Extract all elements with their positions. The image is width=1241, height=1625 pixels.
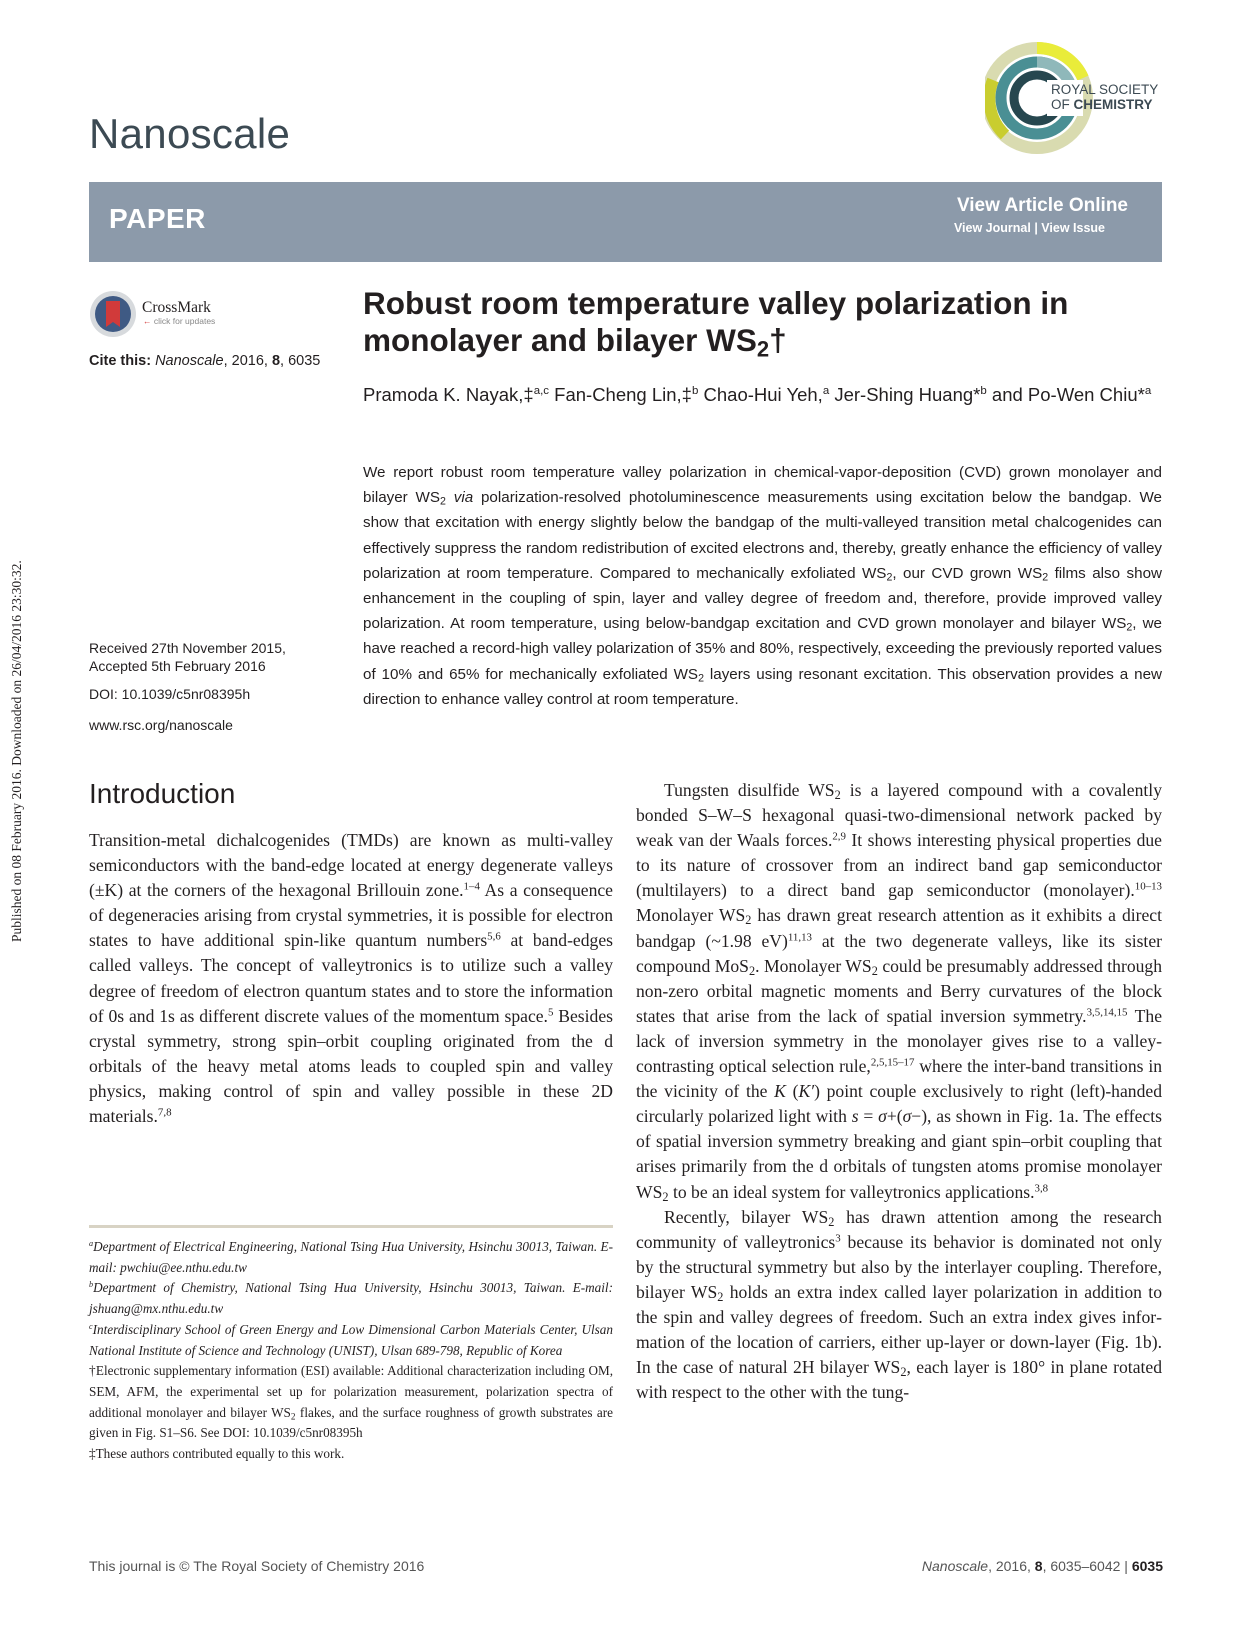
footer-copyright: This journal is © The Royal Society of Chemistry 2016 [89,1558,425,1574]
cite-label: Cite this: [89,353,152,369]
author-affiliation: b [980,385,987,398]
author-list [363,383,1153,407]
intro-paragraph-1 [89,828,613,1129]
abstract-text: , our CVD grown WS [892,564,1043,582]
author-separator: and [986,384,1028,405]
accepted-date: Accepted 5th February 2016 [89,658,266,674]
body-text: , each layer is 180° in plane rotated with respect to the other with the tung- [636,1357,1162,1403]
cite-volume: 8 [271,353,281,369]
subscript: 2 [871,963,878,978]
body-text: to be an ideal system for valleytronics applications. [668,1181,1035,1202]
cite-page: , 6035 [280,353,321,369]
author-name: Jer-Shing Huang* [834,384,981,405]
subscript: 2 [900,1365,907,1380]
math-symbol: s [851,1106,859,1127]
article-dates [89,639,286,675]
footnote-affiliation-b [89,1278,613,1319]
right-paragraph-2 [636,1205,1162,1406]
page-number: 6035 [1131,1558,1163,1574]
subscript: 2 [886,571,893,584]
body-text: where the inter-band transitions in the vicinity of the [636,1056,1163,1102]
body-text: could be presumably addressed through non-zero orbital magnetic moments and Berry curvatures of the block states that arise from the lack of spatial inversion symmetry. [636,955,1163,1026]
subscript: 2 [1126,621,1133,634]
subscript: 2 [1042,571,1049,584]
body-text: has drawn attention among the research community of valleytronics [636,1206,1162,1252]
footnote-affiliation-c [89,1320,613,1361]
body-text: at the two degenerate valleys, like its sister compound MoS [636,930,1162,976]
body-text: holds an extra index called layer polarization in addition to the spin and valley degrees of freedom. Such an extra index gives information of the location of carriers, either up-layer or down-layer (Fig. 1b). In the case of natural 2H bilayer WS [636,1281,1162,1378]
author-affiliation: a [822,385,830,398]
footnote-mark: c [89,1321,93,1331]
received-date: Received 27th November 2015, [89,640,286,656]
abstract [363,460,1162,712]
reference-link[interactable]: 2,5,15–17 [870,1056,915,1069]
reference-link[interactable]: 5,6 [487,930,501,943]
article-banner [89,182,1162,262]
title-subscript: 2 [756,336,770,362]
body-text: Transition-metal dichalcogenides (TMDs) are known as multi-valley semiconductors with the band-edge located at energy degenerate valleys (±K) at the corners of the hexagonal Brillouin zone. [89,830,613,901]
body-text: = [858,1106,879,1127]
article-doi: DOI: 10.1039/c5nr08395h [89,686,251,702]
footnote-affiliation-a [89,1237,613,1278]
reference-link[interactable]: 11,13 [787,931,812,944]
intro-column-left [89,828,613,1129]
article-type: PAPER [109,203,206,234]
abstract-text [446,489,454,506]
math-symbol: K′ [798,1081,815,1102]
reference-link[interactable]: 2,9 [832,830,846,843]
rsc-logo-line1: ROYAL SOCIETY [1051,82,1159,97]
body-text: As a consequence of degeneracies arising from crystal symmetries, it is possible for electron states to have additional spin-like quantum numbers [89,880,613,951]
footnote-esi [89,1361,613,1444]
subscript: 2 [828,1214,835,1229]
subscript: 2 [440,495,446,508]
footnote-mark: a [89,1239,94,1249]
journal-name: Nanoscale [89,110,291,157]
footnote-equal-contribution: ‡These authors contributed equally to this work. [89,1446,345,1462]
body-text: . Monolayer WS [755,955,872,976]
cite-year: , 2016, [223,353,272,369]
author-affiliation: a,c [533,385,550,398]
royal-society-chemistry-logo[interactable] [985,40,1165,155]
body-text: because its behavior is dominated not only by the structural symmetry but also by the interlayer coupling. Therefore, bilayer WS [636,1231,1163,1302]
abstract-text: layers using resonant excitation. This observation provides a new direction to enhance valley control at room temperature. [363,665,1162,708]
journal-url-link[interactable]: www.rsc.org/nanoscale [89,717,233,733]
footer-citation [922,1558,1163,1574]
subscript: 2 [748,963,756,978]
banner-link-separator: | [1034,221,1038,235]
footnotes [89,1237,613,1465]
math-symbol: σ [878,1106,887,1127]
subscript: 2 [290,1410,296,1421]
title-dagger: † [769,322,787,358]
abstract-text: polarization-resolved photoluminescence measurements using excitation below the bandgap. We show that excitation with energy slightly below the bandgap of the multi-valleyed transition metal chalcogenides can effectively suppress the random redistribution of excited electrons and, thereby, greatly enhance the efficiency of valley polarization at room temperature. Compared to mechanically exfoliated WS [363,489,1162,582]
subscript: 2 [745,913,752,928]
footnote-text: †Electronic supplementary information (ESI) available: Additional characterization including OM, SEM, AFM, the experimental set up for polarization measurement, polarization spectra of additional monolayer and bilayer WS [89,1363,613,1420]
body-text: It shows interesting physical properties due to its nature of crossover from an indirect band gap semiconductor (multilayers) to a direct band gap semiconductor (monolayer). [636,830,1162,901]
subscript: 2 [717,1289,724,1304]
reference-link[interactable]: 1–4 [463,880,480,893]
intro-column-right [636,778,1162,1405]
body-text: ( [785,1081,799,1102]
abstract-text: , we have reached a record-high valley polarization of 35% and 80%, respectively, exceeding the previously reported values of 10% and 65% for mechanically exfoliated WS [363,615,1162,683]
subscript: 2 [698,672,704,685]
view-article-online-link[interactable]: View Article Online [956,195,1128,216]
reference-link[interactable]: 7,8 [157,1106,172,1119]
footnote-text: Department of Electrical Engineering, National Tsing Hua University, Hsinchu 30013, Taiwan. E-mail: pwchiu@ee.nthu.edu.tw [89,1239,613,1275]
article-title [363,285,1143,362]
crossmark-name: CrossMark [142,299,211,316]
subscript: 2 [662,1189,669,1204]
introduction-heading: Introduction [89,778,236,809]
author-affiliation: b [691,385,699,398]
reference-link[interactable]: 3,8 [1034,1181,1049,1194]
footnote-text: Department of Chemistry, National Tsing Hua University, Hsinchu 30013, Taiwan. E-mail: jshuang@mx.nthu.edu.tw [89,1280,613,1317]
body-text: Tungsten disulfide WS [664,780,835,800]
footnote-mark: b [89,1280,94,1290]
body-text: The lack of inversion symmetry in the monolayer gives rise to a valley-contrasting optical selection rule, [636,1005,1163,1077]
footnote-text: flakes, and the surface roughness of growth substrates are given in Fig. S1–S6. See DOI: 10.1039/c5nr08395h [89,1404,613,1441]
body-text: has drawn great research attention as it exhibits a direct bandgap (~1.98 eV) [636,905,1162,951]
reference-link[interactable]: 3 [835,1232,841,1245]
right-paragraph-1 [636,778,1162,1205]
body-text: Besides crystal symmetry, strong spin–orbit coupling originated from the d orbitals of the heavy metal atoms leads to coupled spin and valley physics, making control of spin and valley possible in these 2D materials. [89,1005,613,1127]
author-name: Fan-Cheng Lin,‡ [554,384,692,405]
body-text: +( [886,1106,903,1127]
crossmark-tagline: ← click for updates [143,316,216,326]
footer-separator: | [1120,1558,1132,1574]
footnote-text: Interdisciplinary School of Green Energy and Low Dimensional Carbon Materials Center, Ulsan National Institute of Science and Technology (UNIST), Ulsan 689-798, Republic of Korea [89,1321,613,1358]
abstract-italic: via [453,489,474,507]
citation-line [89,353,320,369]
body-text: ) point couple exclusively to right (left)-handed circularly polarized light with [636,1081,1162,1127]
publication-side-note [2,462,32,942]
footer-pages: , 6035–6042 [1042,1558,1121,1574]
body-text: −), as shown in Fig. 1a. The effects of spatial inversion symmetry breaking and giant spin–orbit coupling that arises primarily from the d orbitals of tungsten atoms promise monolayer WS [636,1106,1162,1202]
author-name: Chao-Hui Yeh, [703,384,823,405]
body-text: Monolayer WS [636,905,746,926]
footnote-divider [89,1225,613,1228]
rsc-logo-line2: OF CHEMISTRY [1051,97,1153,112]
reference-link[interactable]: 5 [547,1006,554,1019]
reference-link[interactable]: 10–13 [1134,880,1162,893]
view-journal-link[interactable]: View Journal [953,221,1031,235]
footer-year: , 2016, [988,1558,1035,1574]
abstract-text: We report robust room temperature valley polarization in chemical-vapor-deposition (CVD) grown monolayer and bilayer WS [363,464,1162,507]
author-affiliation: a [1144,385,1152,398]
math-symbol: K [774,1081,786,1102]
banner-links [954,221,1105,235]
author-name: Pramoda K. Nayak,‡ [363,384,534,405]
reference-link[interactable]: 3,5,14,15 [1086,1006,1128,1019]
cite-journal: Nanoscale [155,353,224,369]
body-text: at band-edges called valleys. The concept of valleytronics is to utilize such a valley degree of freedom of electron quantum states and to store the information of 0s and 1s as different discrete values of the momentum space. [89,930,613,1026]
abstract-text: films also show enhancement in the coupling of spin, layer and valley degree of freedom and, therefore, provide improved valley polarization. At room temperature, using below-bandgap excitation and CVD grown monolayer and bilayer WS [363,564,1162,633]
math-symbol: σ [902,1106,912,1127]
body-text: Recently, bilayer WS [664,1206,829,1227]
side-note-text: Published on 08 February 2016. Downloaded on 26/04/2016 23:30:32. [9,560,24,942]
body-text: is a layered compound with a covalently bonded S–W–S hexagonal quasi-two-dimensional network packed by weak van der Waals forces. [636,780,1162,851]
crossmark-badge[interactable] [89,287,229,341]
footer-journal: Nanoscale [921,1558,989,1574]
title-text: Robust room temperature valley polarization in monolayer and bilayer WS [363,285,1069,358]
author-name: Po-Wen Chiu* [1027,384,1145,405]
footer-volume: 8 [1034,1558,1043,1574]
subscript: 2 [834,788,841,803]
view-issue-link[interactable]: View Issue [1041,221,1105,235]
